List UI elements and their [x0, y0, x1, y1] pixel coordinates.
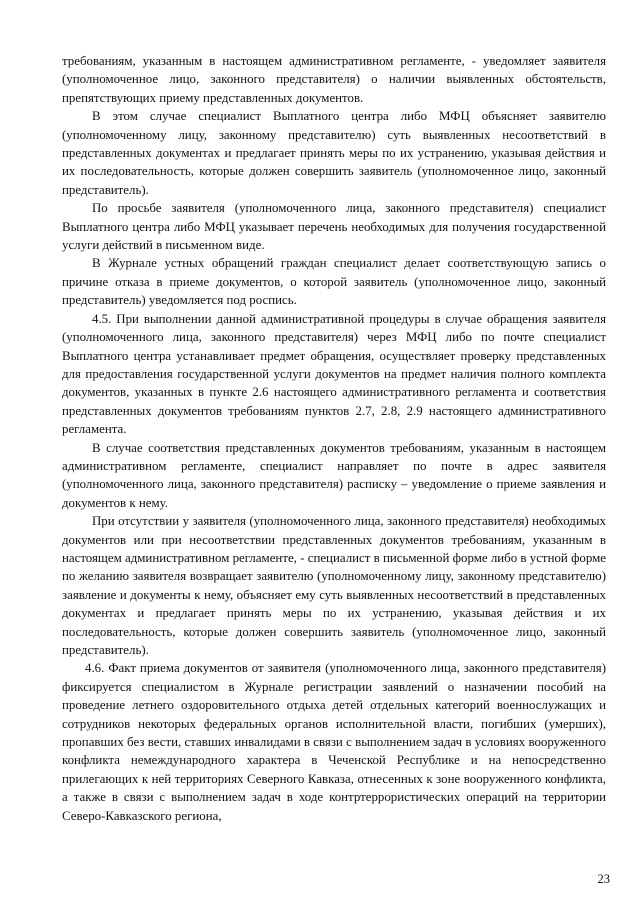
paragraph-3: По просьбе заявителя (уполномоченного лица, законного представителя) специалист Выплатного центра либо МФЦ указывает перечень необходимых для получения государственной услуги действий в письменном виде. — [62, 201, 606, 253]
paragraph-5: 4.5. При выполнении данной административной процедуры в случае обращения заявителя (уполномоченного лица, законного представителя) через МФЦ либо по почте специалист Выплатного центра устанавливает предмет обращения, осуществляет проверку представленных для предоставления государственной услуги документов на предмет наличия полного комплекта документов, указанных в пункте 2.6 настоящего административного регламента и соответствия представленных документов требованиям пунктов 2.7, 2.8, 2.9 настоящего административного регламента. — [62, 311, 606, 437]
paragraph-6: В случае соответствия представленных документов требованиям, указанным в настоящем административном регламенте, специалист направляет по почте в адрес заявителя (уполномоченного лица, законного представителя) расписку – уведомление о приеме заявления и документов к нему. — [62, 440, 606, 510]
paragraph-1: требованиям, указанным в настоящем административном регламенте, - уведомляет заявителя (уполномоченное лицо, законного представителя) о наличии выявленных обстоятельств, препятствующих приему представленных документов. — [62, 54, 606, 105]
paragraph-2: В этом случае специалист Выплатного центра либо МФЦ объясняет заявителю (уполномоченному лицу, законному представителю) суть выявленных несоответствий в представленных документах и предлагает принять меры по их устранению, указывая действия и их последовательность, которые должен совершить заявитель (уполномоченное лицо, законный представитель). — [62, 109, 606, 197]
paragraph-8: 4.6. Факт приема документов от заявителя (уполномоченного лица, законного представителя) фиксируется специалистом в Журнале регистрации заявлений о назначении пособий на проведение летнего оздоровительного отдыха детей отдельных категорий военнослужащих и сотрудников некоторых федеральных органов исполнительной власти, погибших (умерших), пропавших без вести, ставших инвалидами в связи с выполнением задач в условиях вооруженного конфликта немеждународного характера в Чеченской Республике и на непосредственно прилегающих к ней территориях Северного Кавказа, отнесенных к зоне вооруженного конфликта, а также в связи с выполнением задач в ходе контртеррористических операций на территории Северо-Кавказского региона, — [62, 661, 606, 823]
paragraph-4: В Журнале устных обращений граждан специалист делает соответствующую запись о причине отказа в приеме документов, о которой заявитель (уполномоченное лицо, законный представитель) уведомляется под роспись. — [62, 256, 606, 308]
paragraph-7: При отсутствии у заявителя (уполномоченного лица, законного представителя) необходимых документов или при несоответствии представленных документов требованиям, указанным в настоящем административном регламенте, - специалист в письменной форме либо в устной форме по желанию заявителя возвращает заявителю (уполномоченному лицу, законному представителю) заявление и документы к нему, объясняет ему суть выявленных несоответствий в представленных документах и предлагает принять меры по их устранению, указывая действия и их последовательность, которые должен совершить заявитель (уполномоченное лицо, законный представитель). — [62, 514, 606, 657]
page-number: 23 — [597, 872, 610, 886]
